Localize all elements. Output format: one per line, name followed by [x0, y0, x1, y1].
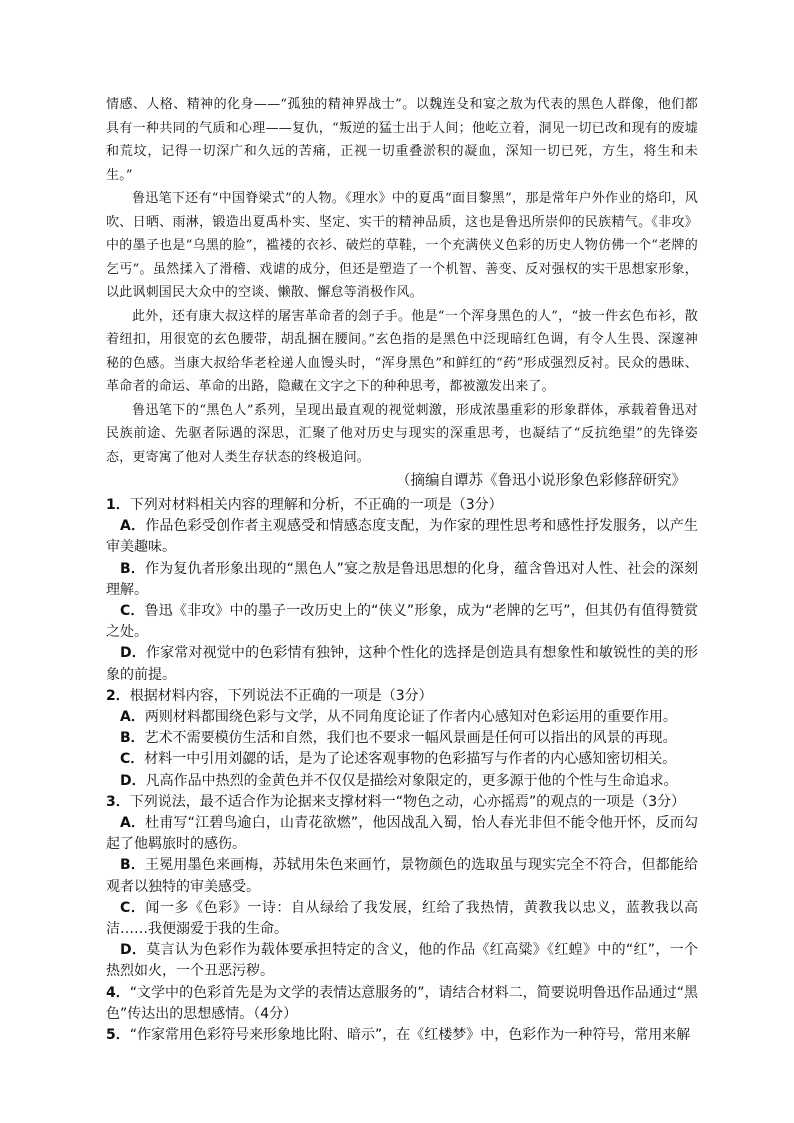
question-stem: 根据材料内容，下列说法不正确的一项是（3分）	[129, 687, 433, 704]
option-label: B．	[120, 857, 146, 874]
option-label: A．	[120, 815, 146, 832]
option-text: 材料一中引用刘勰的话，是为了论述客观事物的色彩描写与作者的内心感知密切相关。	[144, 751, 677, 768]
option-label: C．	[120, 603, 145, 620]
option-label: A．	[120, 709, 145, 726]
option-d	[106, 643, 698, 685]
option-c	[106, 898, 698, 940]
option-text: 作为复仇者形象出现的“黑色人”宴之敖是鲁迅思想的化身，蕴含鲁迅对人性、社会的深刻理解。	[106, 560, 698, 598]
option-a	[106, 516, 698, 558]
option-label: B．	[120, 560, 146, 577]
option-b	[106, 559, 698, 601]
question-list	[106, 495, 698, 1046]
reading-material	[106, 93, 698, 469]
option-label: C．	[120, 751, 145, 768]
option-d	[106, 771, 698, 792]
question-stem: 下列对材料相关内容的理解和分析，不正确的一项是（3分）	[129, 497, 503, 513]
paragraph: 情感、人格、精神的化身——“孤独的精神界战士”。以魏连殳和宴之敖为代表的黑色人群像，他们都具有一种共同的气质和心理——复仇，“叛逆的猛士出于人间；他屹立着，洞见一切已改和现有的废墟和荒坟，记得一切深广和久远的苦痛，正视一切重叠淤积的凝血，深知一切已死，方生，将生和未生。”	[106, 97, 698, 183]
option-text: 两则材料都围绕色彩与文学，从不同角度论证了作者内心感知对色彩运用的重要作用。	[144, 709, 677, 726]
question-number: 4．	[106, 984, 130, 1001]
option-text: 杜甫写“江碧鸟逾白，山青花欲燃”，他因战乱入蜀，怡人春光非但不能令他开怀，反而勾起了他羁旅时的感伤。	[106, 815, 698, 853]
question-stem: 下列说法，最不适合作为论据来支撑材料一“物色之动，心亦摇焉”的观点的一项是（3分）	[129, 793, 686, 810]
source-citation: （摘编自谭苏《鲁迅小说形象色彩修辞研究》	[396, 473, 686, 489]
question-2	[106, 686, 698, 792]
paragraph: 鲁迅笔下还有“中国脊梁式”的人物。《理水》中的夏禹“面目黎黑”，那是常年户外作业的烙印，风吹、日晒、雨淋，锻造出夏禹朴实、坚定、实干的精神品质，这也是鲁迅所崇仰的民族精气。《非攻》中的墨子也是“乌黑的脸”，褴褛的衣衫、破烂的草鞋，一个充满侠义色彩的历史人物仿佛一个“老牌的乞丐”。虽然揉入了滑稽、戏谑的成分，但还是塑造了一个机智、善变、反对强权的实干思想家形象，以此讽刺国民大众中的空谈、懒散、懈怠等消极作风。	[106, 191, 698, 300]
option-a	[106, 707, 698, 728]
option-d	[106, 940, 698, 982]
option-text: 作家常对视觉中的色彩情有独钟，这种个性化的选择是创造具有想象性和敏锐性的美的形象的前提。	[106, 645, 699, 683]
option-text: 鲁迅《非攻》中的墨子一改历史上的“侠义”形象，成为“老牌的乞丐”，但其仍有值得赞赏之处。	[106, 603, 698, 641]
question-number: 5．	[106, 1027, 130, 1044]
option-text: 闻一多《色彩》一诗：自从绿给了我发展，红给了我热情，黄教我以忠义，蓝教我以高洁……我便溺爱于我的生命。	[106, 899, 698, 938]
option-b	[106, 728, 698, 749]
option-label: D．	[120, 772, 146, 789]
option-b	[106, 855, 698, 897]
question-stem: “作家常用色彩符号来形象地比附、暗示”，在《红楼梦》中，色彩作为一种符号，常用来解	[129, 1027, 691, 1044]
question-number: 2．	[106, 687, 130, 704]
paragraph: 此外，还有康大叔这样的屠害革命者的刽子手。他是“一个浑身黑色的人”，“披一件玄色布衫，散着纽扣，用很宽的玄色腰带，胡乱捆在腰间。”玄色指的是黑色中泛现暗红色调，有令人生畏、深邃神秘的色感。当康大叔给华老栓递人血馒头时，“浑身黑色”和鲜红的“药”形成强烈反衬。民众的愚昧、革命者的命运、革命的出路，隐藏在文字之下的种种思考，都被激发出来了。	[106, 308, 698, 394]
option-text: 莫言认为色彩作为载体要承担特定的含义，他的作品《红高粱》《红蝗》中的“红”，一个热烈如火，一个丑恶污秽。	[106, 942, 698, 980]
option-label: C．	[120, 899, 146, 916]
question-stem: “文学中的色彩首先是为文学的表情达意服务的”，请结合材料二，简要说明鲁迅作品通过“黑色”传达出的思想感情。（4分）	[106, 984, 698, 1022]
option-label: D．	[120, 942, 147, 959]
question-3	[106, 792, 698, 983]
option-c	[106, 601, 698, 643]
question-1	[106, 495, 698, 686]
option-text: 艺术不需要模仿生活和自然，我们也不要求一幅风景画是任何可以指出的风景的再现。	[144, 730, 677, 747]
option-c	[106, 749, 698, 770]
option-text: 王冕用墨色来画梅，苏轼用朱色来画竹，景物颜色的选取虽与现实完全不符合，但都能给观者以独特的审美感受。	[106, 857, 699, 895]
question-number: 3．	[106, 793, 130, 810]
option-label: D．	[120, 645, 146, 662]
option-a	[106, 813, 698, 855]
paragraph: 鲁迅笔下的“黑色人”系列，呈现出最直观的视觉刺激，形成浓墨重彩的形象群体，承载着鲁迅对民族前途、先驱者际遇的深思，汇聚了他对历史与现实的深重思考，也凝结了“反抗绝望”的先锋姿态，更寄寓了他对人类生存状态的终极追问。	[106, 402, 698, 465]
option-text: 作品色彩受创作者主观感受和情感态度支配，为作家的理性思考和感性抒发服务，以产生审美趣味。	[106, 518, 698, 556]
question-number: 1．	[106, 497, 130, 513]
option-label: B．	[120, 730, 145, 747]
option-label: A．	[120, 518, 146, 535]
question-5	[106, 1025, 698, 1046]
option-text: 凡高作品中热烈的金黄色并不仅仅是描绘对象限定的，更多源于他的个性与生命追求。	[145, 772, 678, 789]
question-4	[106, 983, 698, 1025]
